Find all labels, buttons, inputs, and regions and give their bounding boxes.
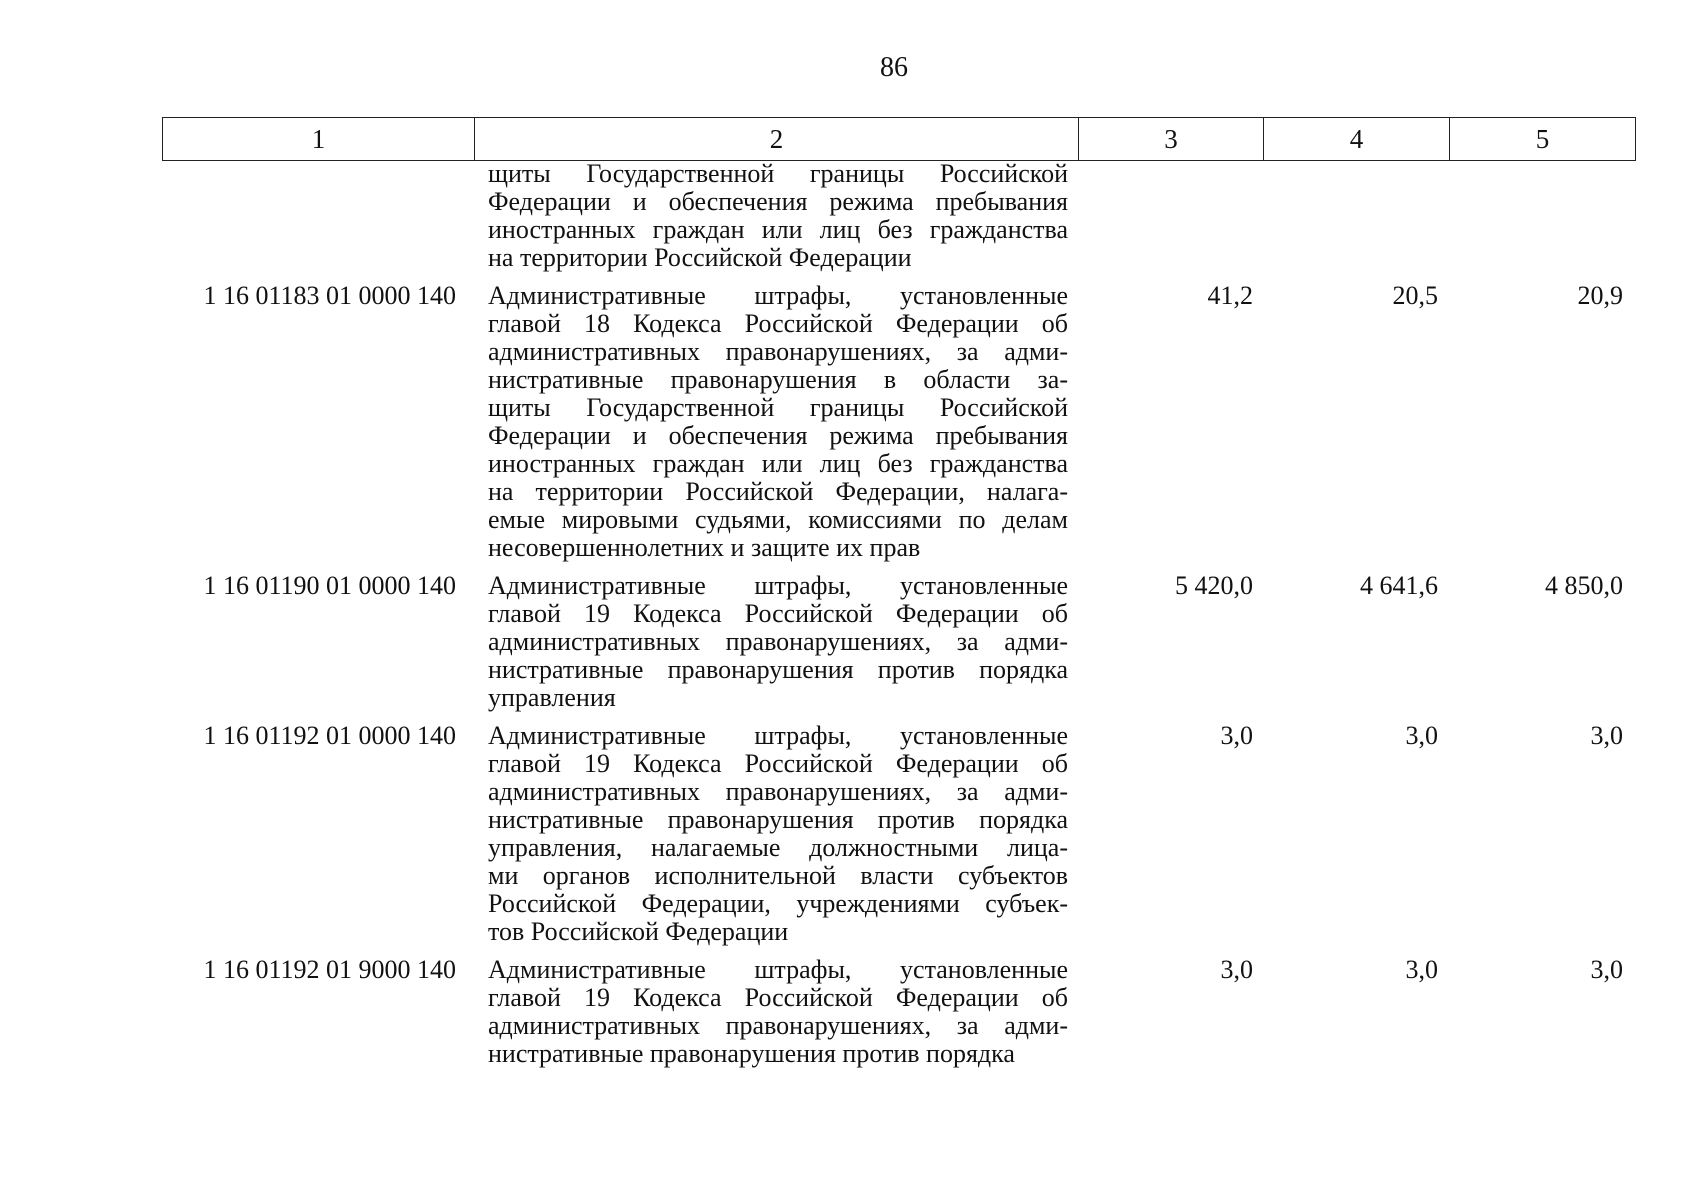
- description-line: административных правонарушениях, за адми-: [488, 778, 1068, 806]
- budget-code: 1 16 01190 01 0000 140: [203, 571, 456, 600]
- description-line: на территории Российской Федерации: [488, 244, 912, 272]
- description-line: несовершеннолетних и защите их прав: [488, 534, 921, 562]
- table-row: [162, 282, 1635, 562]
- header-row: [163, 118, 1636, 161]
- description-line: тов Российской Федерации: [488, 918, 789, 946]
- header-col-1: 1: [163, 118, 475, 161]
- description-line: Административные штрафы, установленные: [488, 722, 1068, 750]
- header-col-3: 3: [1079, 118, 1264, 161]
- description-line: Федерации и обеспечения режима пребывания: [488, 188, 1068, 216]
- description-line: управления, налагаемые должностными лица-: [488, 834, 1068, 862]
- description-line: Административные штрафы, установленные: [488, 956, 1068, 984]
- budget-code: 1 16 01192 01 9000 140: [203, 955, 456, 984]
- table-row: [162, 722, 1635, 946]
- description-line: ми органов исполнительной власти субъектов: [488, 862, 1068, 890]
- description-line: на территории Российской Федерации, налага-: [488, 478, 1068, 506]
- value-col5: 20,9: [1577, 281, 1623, 310]
- value-col3: 5 420,0: [1175, 571, 1253, 600]
- header-col-2: 2: [475, 118, 1079, 161]
- description-line: щиты Государственной границы Российской: [488, 160, 1068, 188]
- budget-code: 1 16 01183 01 0000 140: [203, 281, 456, 310]
- description-line: Российской Федерации, учреждениями субъек-: [488, 890, 1068, 918]
- header-col-5: 5: [1450, 118, 1636, 161]
- description-line: нистративные правонарушения против порядка: [488, 806, 1068, 834]
- table-row: [162, 160, 1635, 272]
- description-line: административных правонарушениях, за адми-: [488, 1012, 1068, 1040]
- value-col4: 20,5: [1392, 281, 1438, 310]
- header-col-4: 4: [1264, 118, 1450, 161]
- description-line: иностранных граждан или лиц без гражданства: [488, 216, 1068, 244]
- page-number: 86: [880, 52, 908, 83]
- description: [474, 160, 1078, 272]
- description-line: главой 19 Кодекса Российской Федерации об: [488, 984, 1068, 1012]
- description-line: главой 18 Кодекса Российской Федерации об: [488, 310, 1068, 338]
- value-col3: 3,0: [1220, 721, 1253, 750]
- description: [474, 572, 1078, 712]
- description-line: управления: [488, 684, 616, 712]
- value-col4: 3,0: [1405, 721, 1438, 750]
- description-line: нистративные правонарушения против порядка: [488, 1040, 1015, 1068]
- value-col3: 41,2: [1207, 281, 1253, 310]
- value-col5: 3,0: [1590, 721, 1623, 750]
- description-line: главой 19 Кодекса Российской Федерации об: [488, 600, 1068, 628]
- value-col4: 3,0: [1405, 955, 1438, 984]
- description-line: нистративные правонарушения в области за-: [488, 366, 1068, 394]
- table-header: [162, 117, 1636, 161]
- description: [474, 956, 1078, 1068]
- value-col3: 3,0: [1220, 955, 1253, 984]
- description-line: нистративные правонарушения против порядка: [488, 656, 1068, 684]
- description-line: административных правонарушениях, за адми-: [488, 628, 1068, 656]
- description: [474, 282, 1078, 562]
- description-line: главой 19 Кодекса Российской Федерации об: [488, 750, 1068, 778]
- value-col5: 3,0: [1590, 955, 1623, 984]
- description: [474, 722, 1078, 946]
- description-line: Федерации и обеспечения режима пребывания: [488, 422, 1068, 450]
- table-row: [162, 956, 1635, 1068]
- value-col4: 4 641,6: [1360, 571, 1438, 600]
- description-line: Административные штрафы, установленные: [488, 282, 1068, 310]
- table-row: [162, 572, 1635, 712]
- description-line: административных правонарушениях, за адми-: [488, 338, 1068, 366]
- budget-code: 1 16 01192 01 0000 140: [203, 721, 456, 750]
- description-line: Административные штрафы, установленные: [488, 572, 1068, 600]
- description-line: емые мировыми судьями, комиссиями по делам: [488, 506, 1068, 534]
- description-line: иностранных граждан или лиц без гражданства: [488, 450, 1068, 478]
- value-col5: 4 850,0: [1545, 571, 1623, 600]
- table-body: [162, 160, 1635, 1078]
- description-line: щиты Государственной границы Российской: [488, 394, 1068, 422]
